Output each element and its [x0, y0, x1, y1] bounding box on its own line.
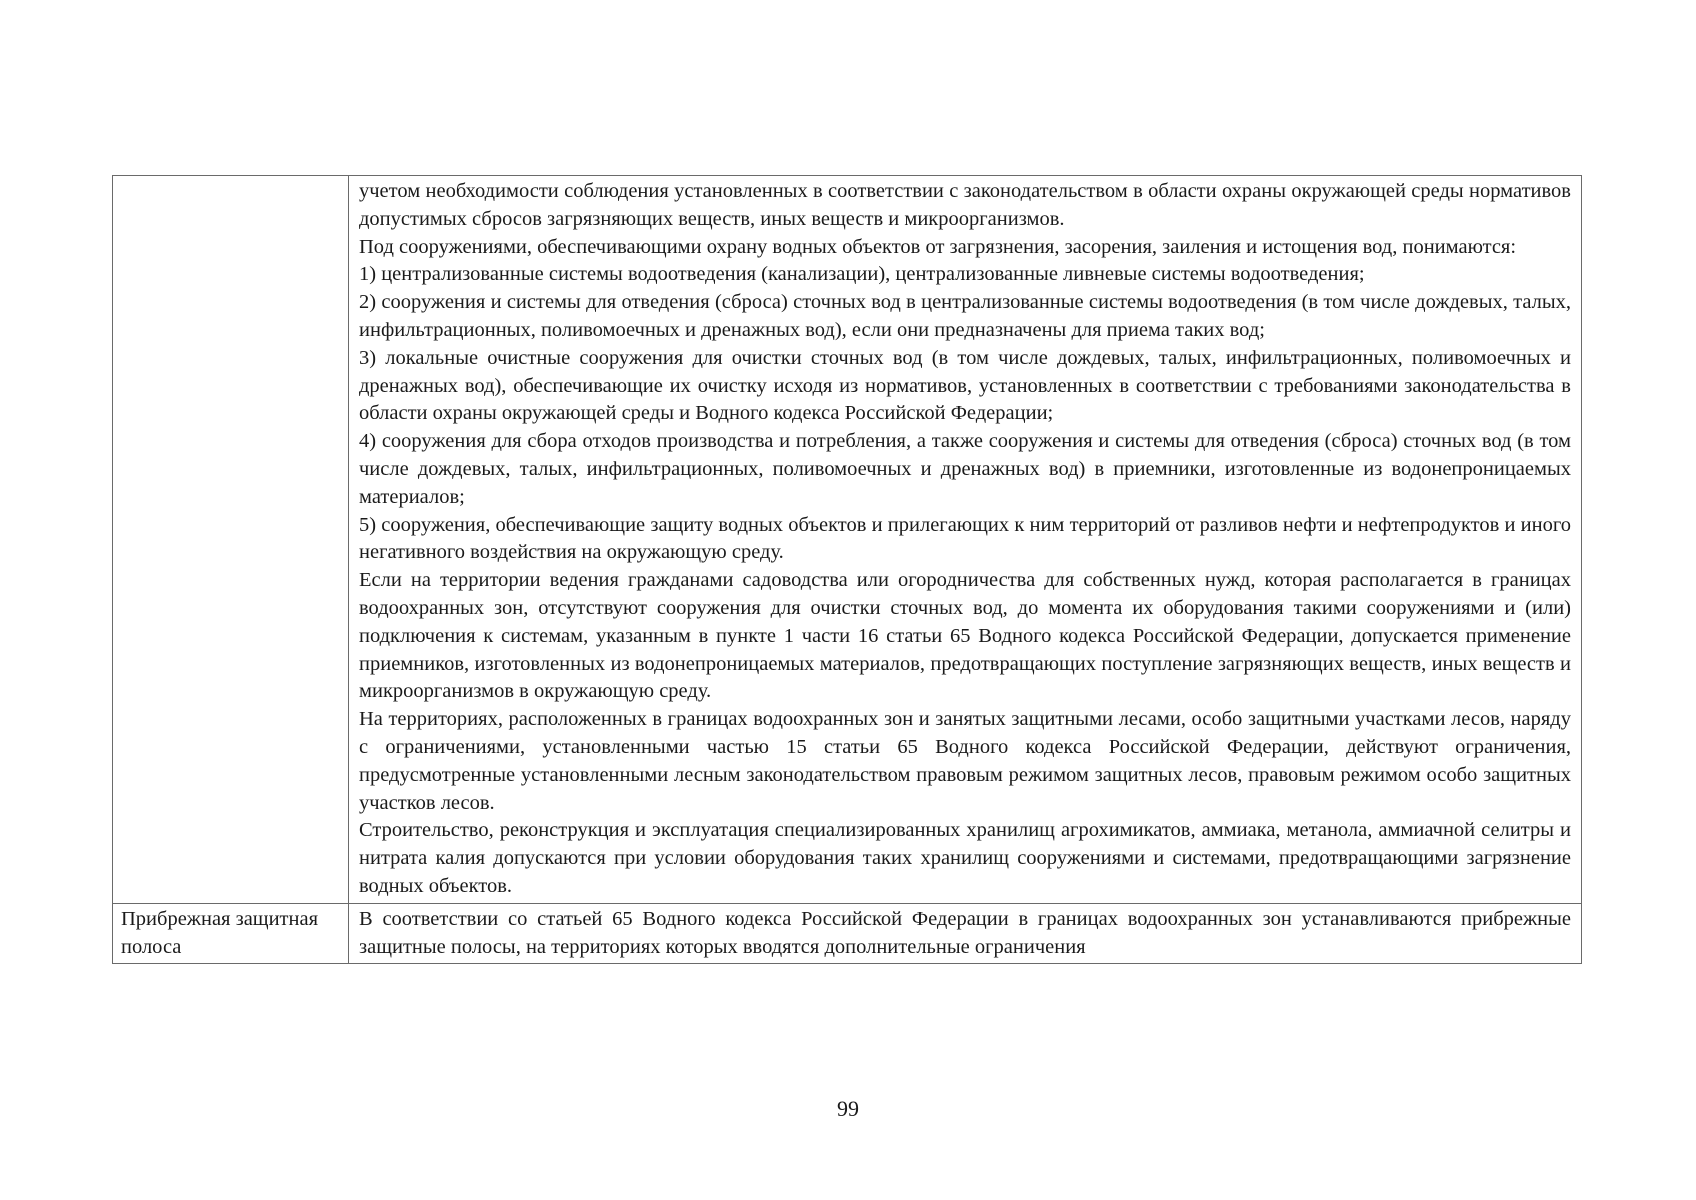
page-number: 99 [837, 1096, 859, 1121]
list-item: 4) сооружения для сбора отходов производства и потребления, а также сооружения и системы для отведения (сброса) сточных вод (в том числе дождевых, талых, инфильтрационных, поливомоечных и дренажных вод) в приемники, изготовленные из водонепроницаемых материалов; [359, 430, 1571, 508]
list-item: 2) сооружения и системы для отведения (сброса) сточных вод в централизованные системы водоотведения (в том числе дождевых, талых, инфильтрационных, поливомоечных и дренажных вод), если они предназначены для приема таких вод; [359, 291, 1571, 341]
row-text-cell [349, 176, 1582, 904]
paragraph: Если на территории ведения гражданами садоводства или огородничества для собственных нужд, которая располагается в границах водоохранных зон, отсутствуют сооружения для очистки сточных вод, до момента их оборудования такими сооружениями и (или) подключения к системам, указанным в пункте 1 части 16 статьи 65 Водного кодекса Российской Федерации, допускается применение приемников, изготовленных из водонепроницаемых материалов, предотвращающих поступление загрязняющих веществ, иных веществ и микроорганизмов в окружающую среду. [359, 569, 1571, 703]
row-label-cell: Прибрежная защитная полоса [113, 903, 349, 964]
table-row [113, 903, 1582, 964]
paragraph: учетом необходимости соблюдения установленных в соответствии с законодательством в области охраны окружающей среды нормативов допустимых сбросов загрязняющих веществ, иных веществ и микроорганизмов. [359, 180, 1571, 230]
paragraph: На территориях, расположенных в границах водоохранных зон и занятых защитными лесами, особо защитными участками лесов, наряду с ограничениями, установленными частью 15 статьи 65 Водного кодекса Российской Федерации, действуют ограничения, предусмотренные установленными лесным законодательством правовым режимом защитных лесов, правовым режимом особо защитных участков лесов. [359, 708, 1571, 814]
row-text-cell [349, 903, 1582, 964]
list-item: 3) локальные очистные сооружения для очистки сточных вод (в том числе дождевых, талых, инфильтрационных, поливомоечных и дренажных вод), обеспечивающие их очистку исходя из нормативов, установленных в соответствии с требованиями законодательства в области охраны окружающей среды и Водного кодекса Российской Федерации; [359, 346, 1571, 425]
paragraph: Строительство, реконструкция и эксплуатация специализированных хранилищ агрохимикатов, аммиака, метанола, аммиачной селитры и нитрата калия допускаются при условии оборудования таких хранилищ сооружениями и системами, предотвращающими загрязнение водных объектов. [359, 819, 1571, 897]
list-item: 1) централизованные системы водоотведения (канализации), централизованные ливневые системы водоотведения; [359, 263, 1365, 286]
row-label-cell [113, 176, 349, 904]
paragraph: В соответствии со статьей 65 Водного кодекса Российской Федерации в границах водоохранных зон устанавливаются прибрежные защитные полосы, на территориях которых вводятся дополнительные ограничения [359, 907, 1571, 958]
regulation-table [112, 175, 1582, 964]
paragraph: Под сооружениями, обеспечивающими охрану водных объектов от загрязнения, засорения, заиления и истощения вод, понимаются: [359, 235, 1517, 258]
table-row [113, 176, 1582, 904]
list-item: 5) сооружения, обеспечивающие защиту водных объектов и прилегающих к ним территорий от разливов нефти и нефтепродуктов и иного негативного воздействия на окружающую среду. [359, 513, 1571, 564]
